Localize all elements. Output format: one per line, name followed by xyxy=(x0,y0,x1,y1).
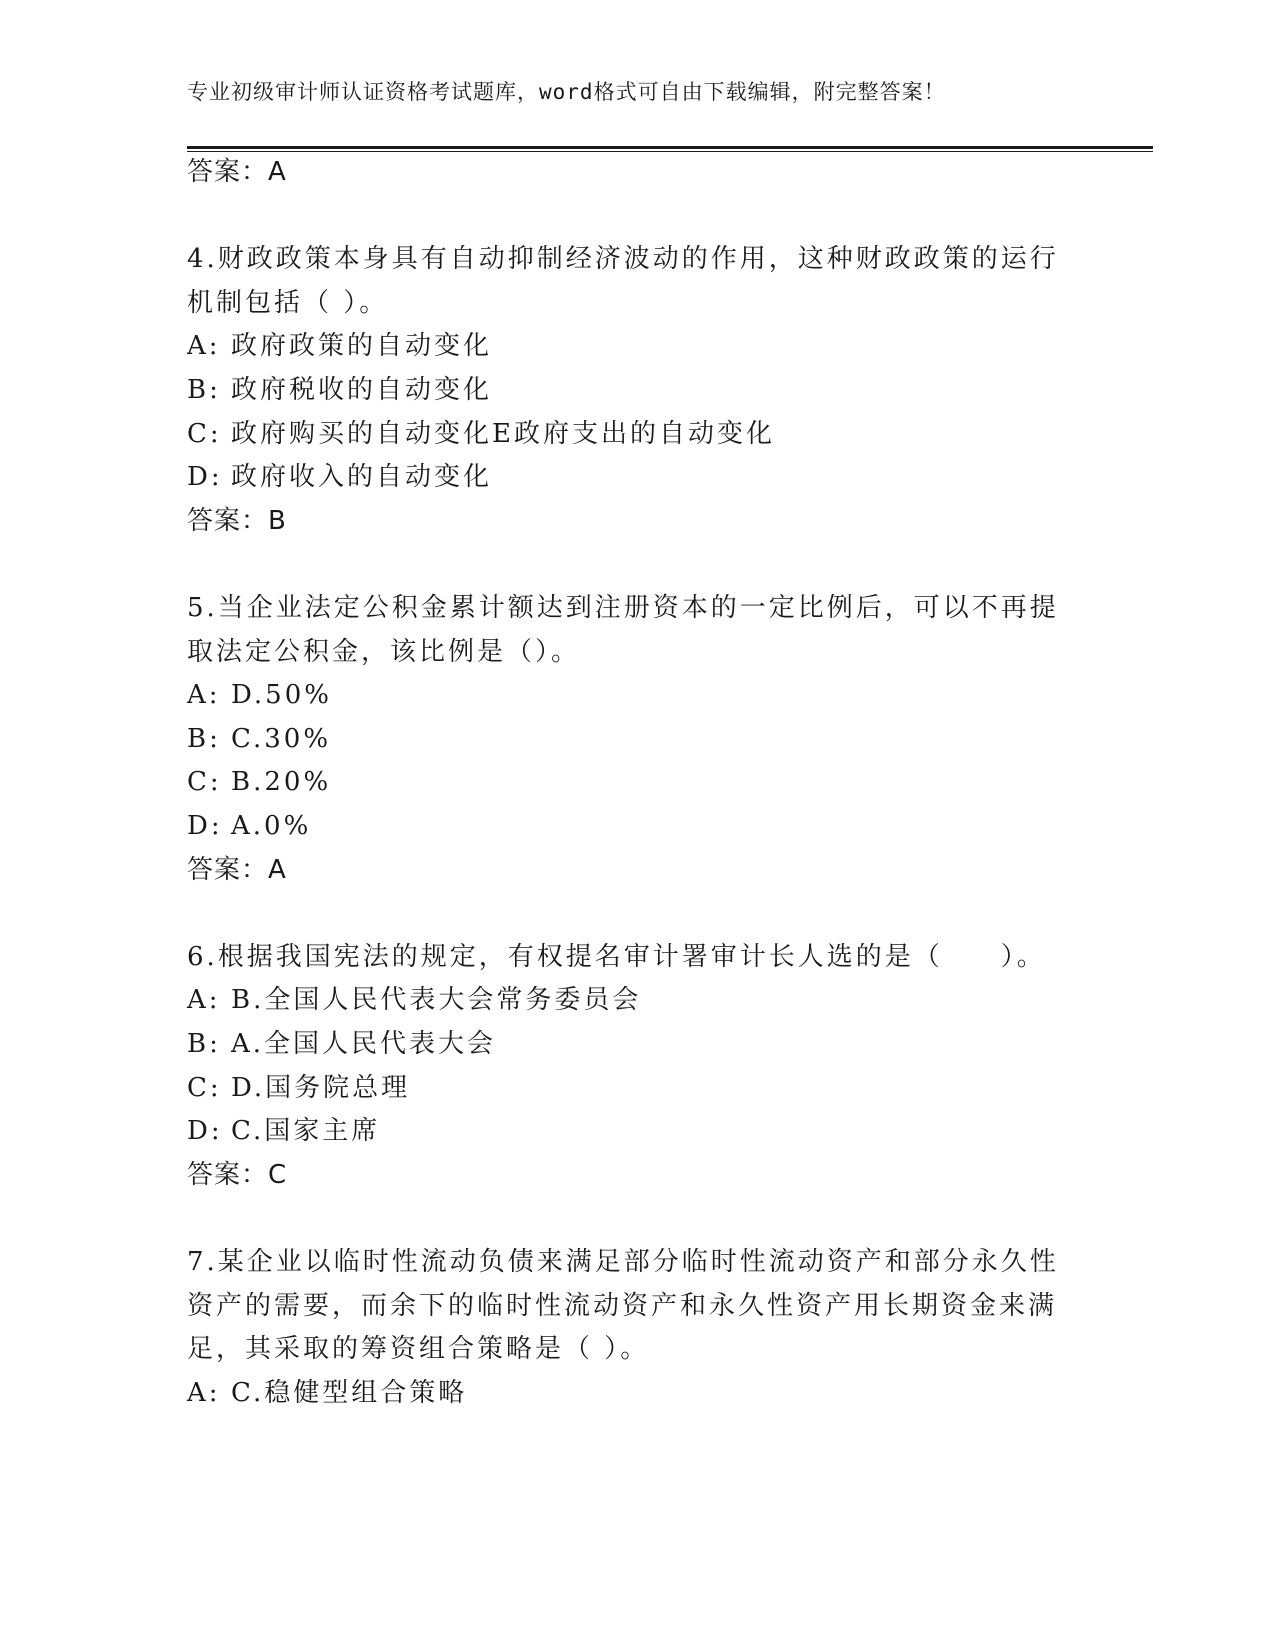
answer-option xyxy=(187,766,331,798)
question-text-line: 5.当企业法定公积金累计额达到注册资本的一定比例后，可以不再提 xyxy=(187,593,1059,623)
option-key: B: xyxy=(187,723,221,754)
option-text: D.国务院总理 xyxy=(231,1072,411,1103)
question-text-line: 7.某企业以临时性流动负债来满足部分临时性流动资产和部分永久性 xyxy=(187,1247,1059,1277)
question-text-line: 足，其采取的筹资组合策略是（ ）。 xyxy=(187,1334,650,1365)
option-key: B: xyxy=(187,375,221,405)
question-text-line: 取法定公积金，该比例是（）。 xyxy=(187,636,581,667)
option-text: 政府税收的自动变化 xyxy=(231,375,493,405)
page-header: 专业初级审计师认证资格考试题库，word格式可自由下载编辑，附完整答案！ xyxy=(187,80,946,104)
answer-option xyxy=(187,679,332,711)
header-rule-thin xyxy=(187,151,1153,152)
option-key: D: xyxy=(187,811,223,841)
answer-option xyxy=(187,723,331,755)
option-key: D: xyxy=(187,462,223,493)
option-key: C: xyxy=(187,767,222,798)
answer-key: 答案：C xyxy=(187,1159,288,1190)
question-text-line: 6.根据我国宪法的规定，有权提名审计署审计长人选的是（ ）。 xyxy=(187,941,1046,972)
question-text-line: 4.财政政策本身具有自动抑制经济波动的作用，这种财政政策的运行 xyxy=(187,244,1059,275)
option-text: C.30% xyxy=(231,723,332,754)
answer-key: 答案：A xyxy=(187,157,287,187)
answer-option xyxy=(187,1028,496,1060)
answer-option xyxy=(187,810,311,842)
option-key: B: xyxy=(187,1029,221,1059)
option-text: A.0% xyxy=(231,811,312,841)
option-key: A: xyxy=(187,1377,221,1408)
option-text: 政府政策的自动变化 xyxy=(231,331,493,362)
option-text: B.20% xyxy=(231,767,332,798)
option-text: C.国家主席 xyxy=(231,1116,381,1147)
question-text-line: 机制包括（ ）。 xyxy=(187,287,389,318)
answer-option xyxy=(187,984,641,1016)
option-text: 政府收入的自动变化 xyxy=(231,462,493,493)
answer-key: 答案：A xyxy=(187,854,287,885)
option-text: B.全国人民代表大会常务委员会 xyxy=(231,985,642,1016)
header-rule-thick xyxy=(187,146,1153,149)
answer-key: 答案：B xyxy=(187,505,287,536)
answer-option xyxy=(187,461,492,493)
option-key: D: xyxy=(187,1116,223,1147)
option-key: C: xyxy=(187,418,222,449)
option-text: A.全国人民代表大会 xyxy=(231,1029,497,1059)
option-key: A: xyxy=(187,331,221,362)
option-key: C: xyxy=(187,1072,222,1103)
answer-option xyxy=(187,374,492,406)
answer-option xyxy=(187,1377,467,1409)
answer-option xyxy=(187,1115,380,1147)
answer-option xyxy=(187,1072,410,1104)
answer-option xyxy=(187,330,492,362)
option-text: 政府购买的自动变化E政府支出的自动变化 xyxy=(231,418,775,449)
option-text: D.50% xyxy=(231,680,332,711)
answer-option xyxy=(187,418,775,450)
option-key: A: xyxy=(187,985,221,1016)
question-text-line: 资产的需要，而余下的临时性流动资产和永久性资产用长期资金来满 xyxy=(187,1290,1058,1321)
option-text: C.稳健型组合策略 xyxy=(231,1377,468,1408)
option-key: A: xyxy=(187,680,221,711)
